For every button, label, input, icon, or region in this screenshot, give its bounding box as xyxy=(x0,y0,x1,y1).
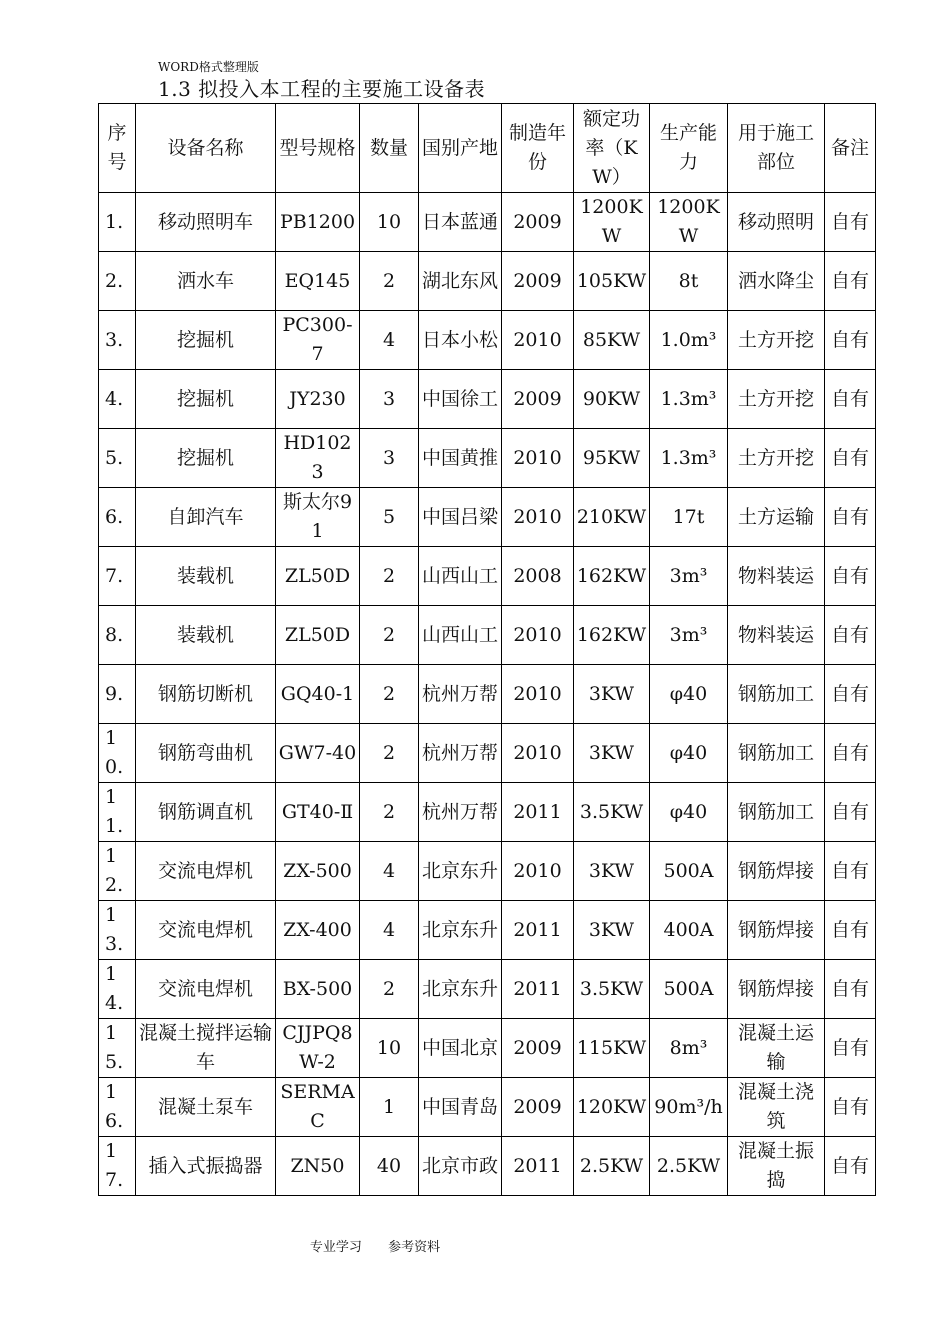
table-row xyxy=(99,252,876,311)
usage-location-cell: 钢筋焊接 xyxy=(728,901,825,960)
remark-cell: 自有 xyxy=(825,193,876,252)
remark-cell: 自有 xyxy=(825,901,876,960)
equipment-name-cell: 钢筋切断机 xyxy=(136,665,276,724)
equipment-name-cell: 装载机 xyxy=(136,606,276,665)
row-index-cell: 14. xyxy=(99,960,136,1019)
remark-cell: 自有 xyxy=(825,370,876,429)
quantity-cell: 2 xyxy=(360,783,419,842)
remark-cell: 自有 xyxy=(825,960,876,1019)
remark-cell: 自有 xyxy=(825,1019,876,1078)
rated-power-cell: 3KW xyxy=(574,901,650,960)
col-header-index: 序号 xyxy=(99,104,136,193)
quantity-cell: 3 xyxy=(360,370,419,429)
rated-power-cell: 95KW xyxy=(574,429,650,488)
manufacture-year-cell: 2010 xyxy=(502,311,574,370)
manufacture-year-cell: 2009 xyxy=(502,370,574,429)
equipment-name-cell: 钢筋弯曲机 xyxy=(136,724,276,783)
rated-power-cell: 85KW xyxy=(574,311,650,370)
capacity-cell: 3m³ xyxy=(650,547,728,606)
document-title: 1.3 拟投入本工程的主要施工设备表 xyxy=(158,77,486,101)
capacity-cell: 8m³ xyxy=(650,1019,728,1078)
quantity-cell: 1 xyxy=(360,1078,419,1137)
table-row xyxy=(99,606,876,665)
manufacture-year-cell: 2011 xyxy=(502,901,574,960)
table-row xyxy=(99,1137,876,1196)
equipment-name-cell: 交流电焊机 xyxy=(136,901,276,960)
model-spec-cell: HD1023 xyxy=(276,429,360,488)
model-spec-cell: 斯太尔91 xyxy=(276,488,360,547)
col-header-model: 型号规格 xyxy=(276,104,360,193)
quantity-cell: 5 xyxy=(360,488,419,547)
quantity-cell: 2 xyxy=(360,547,419,606)
capacity-cell: 17t xyxy=(650,488,728,547)
row-index-cell: 6. xyxy=(99,488,136,547)
manufacture-year-cell: 2010 xyxy=(502,488,574,547)
rated-power-cell: 90KW xyxy=(574,370,650,429)
table-row xyxy=(99,488,876,547)
usage-location-cell: 混凝土运输 xyxy=(728,1019,825,1078)
model-spec-cell: SERMAC xyxy=(276,1078,360,1137)
table-row xyxy=(99,665,876,724)
usage-location-cell: 钢筋焊接 xyxy=(728,960,825,1019)
capacity-cell: 500A xyxy=(650,960,728,1019)
row-index-cell: 10. xyxy=(99,724,136,783)
remark-cell: 自有 xyxy=(825,724,876,783)
table-row xyxy=(99,783,876,842)
table-header xyxy=(99,104,876,193)
col-header-note: 备注 xyxy=(825,104,876,193)
rated-power-cell: 3KW xyxy=(574,842,650,901)
capacity-cell: 400A xyxy=(650,901,728,960)
quantity-cell: 2 xyxy=(360,606,419,665)
usage-location-cell: 钢筋加工 xyxy=(728,783,825,842)
row-index-cell: 5. xyxy=(99,429,136,488)
capacity-cell: 3m³ xyxy=(650,606,728,665)
capacity-cell: 1.3m³ xyxy=(650,429,728,488)
equipment-name-cell: 洒水车 xyxy=(136,252,276,311)
usage-location-cell: 土方运输 xyxy=(728,488,825,547)
usage-location-cell: 土方开挖 xyxy=(728,370,825,429)
row-index-cell: 4. xyxy=(99,370,136,429)
quantity-cell: 10 xyxy=(360,193,419,252)
quantity-cell: 4 xyxy=(360,901,419,960)
quantity-cell: 2 xyxy=(360,252,419,311)
footer-left-text: 专业学习 xyxy=(309,1240,362,1255)
table-body xyxy=(99,193,876,1196)
row-index-cell: 1. xyxy=(99,193,136,252)
model-spec-cell: ZX-500 xyxy=(276,842,360,901)
capacity-cell: φ40 xyxy=(650,665,728,724)
origin-cell: 日本小松 xyxy=(419,311,502,370)
quantity-cell: 10 xyxy=(360,1019,419,1078)
usage-location-cell: 钢筋焊接 xyxy=(728,842,825,901)
origin-cell: 中国青岛 xyxy=(419,1078,502,1137)
footer-right-text: 参考资料 xyxy=(388,1240,441,1255)
usage-location-cell: 钢筋加工 xyxy=(728,724,825,783)
model-spec-cell: ZN50 xyxy=(276,1137,360,1196)
manufacture-year-cell: 2009 xyxy=(502,252,574,311)
capacity-cell: φ40 xyxy=(650,724,728,783)
manufacture-year-cell: 2011 xyxy=(502,960,574,1019)
usage-location-cell: 混凝土浇筑 xyxy=(728,1078,825,1137)
row-index-cell: 11. xyxy=(99,783,136,842)
equipment-name-cell: 移动照明车 xyxy=(136,193,276,252)
usage-location-cell: 土方开挖 xyxy=(728,429,825,488)
usage-location-cell: 钢筋加工 xyxy=(728,665,825,724)
remark-cell: 自有 xyxy=(825,606,876,665)
col-header-qty: 数量 xyxy=(360,104,419,193)
row-index-cell: 2. xyxy=(99,252,136,311)
origin-cell: 山西山工 xyxy=(419,547,502,606)
origin-cell: 中国北京 xyxy=(419,1019,502,1078)
model-spec-cell: ZL50D xyxy=(276,606,360,665)
capacity-cell: 8t xyxy=(650,252,728,311)
origin-cell: 北京东升 xyxy=(419,842,502,901)
usage-location-cell: 物料装运 xyxy=(728,606,825,665)
rated-power-cell: 3.5KW xyxy=(574,960,650,1019)
model-spec-cell: BX-500 xyxy=(276,960,360,1019)
origin-cell: 中国黄推 xyxy=(419,429,502,488)
table-row xyxy=(99,1078,876,1137)
remark-cell: 自有 xyxy=(825,665,876,724)
table-row xyxy=(99,429,876,488)
remark-cell: 自有 xyxy=(825,429,876,488)
remark-cell: 自有 xyxy=(825,1137,876,1196)
row-index-cell: 12. xyxy=(99,842,136,901)
manufacture-year-cell: 2009 xyxy=(502,193,574,252)
capacity-cell: φ40 xyxy=(650,783,728,842)
manufacture-year-cell: 2010 xyxy=(502,606,574,665)
rated-power-cell: 2.5KW xyxy=(574,1137,650,1196)
usage-location-cell: 洒水降尘 xyxy=(728,252,825,311)
manufacture-year-cell: 2010 xyxy=(502,842,574,901)
rated-power-cell: 105KW xyxy=(574,252,650,311)
table-row xyxy=(99,842,876,901)
table-row xyxy=(99,724,876,783)
rated-power-cell: 210KW xyxy=(574,488,650,547)
remark-cell: 自有 xyxy=(825,488,876,547)
remark-cell: 自有 xyxy=(825,842,876,901)
row-index-cell: 16. xyxy=(99,1078,136,1137)
equipment-name-cell: 混凝土搅拌运输车 xyxy=(136,1019,276,1078)
model-spec-cell: GW7-40 xyxy=(276,724,360,783)
equipment-name-cell: 挖掘机 xyxy=(136,370,276,429)
equipment-table xyxy=(98,103,876,1196)
table-row xyxy=(99,960,876,1019)
remark-cell: 自有 xyxy=(825,1078,876,1137)
model-spec-cell: EQ145 xyxy=(276,252,360,311)
table-row xyxy=(99,311,876,370)
equipment-name-cell: 挖掘机 xyxy=(136,311,276,370)
header-note: WORD格式整理版 xyxy=(158,60,259,74)
origin-cell: 北京市政 xyxy=(419,1137,502,1196)
row-index-cell: 17. xyxy=(99,1137,136,1196)
row-index-cell: 9. xyxy=(99,665,136,724)
manufacture-year-cell: 2011 xyxy=(502,783,574,842)
equipment-name-cell: 交流电焊机 xyxy=(136,842,276,901)
quantity-cell: 2 xyxy=(360,960,419,1019)
origin-cell: 杭州万帮 xyxy=(419,783,502,842)
origin-cell: 北京东升 xyxy=(419,960,502,1019)
capacity-cell: 90m³/h xyxy=(650,1078,728,1137)
equipment-name-cell: 挖掘机 xyxy=(136,429,276,488)
manufacture-year-cell: 2009 xyxy=(502,1019,574,1078)
equipment-name-cell: 交流电焊机 xyxy=(136,960,276,1019)
origin-cell: 北京东升 xyxy=(419,901,502,960)
col-header-usage: 用于施工部位 xyxy=(728,104,825,193)
quantity-cell: 3 xyxy=(360,429,419,488)
equipment-name-cell: 自卸汽车 xyxy=(136,488,276,547)
manufacture-year-cell: 2010 xyxy=(502,665,574,724)
capacity-cell: 1.0m³ xyxy=(650,311,728,370)
remark-cell: 自有 xyxy=(825,783,876,842)
rated-power-cell: 3.5KW xyxy=(574,783,650,842)
manufacture-year-cell: 2010 xyxy=(502,429,574,488)
row-index-cell: 7. xyxy=(99,547,136,606)
rated-power-cell: 115KW xyxy=(574,1019,650,1078)
manufacture-year-cell: 2008 xyxy=(502,547,574,606)
rated-power-cell: 3KW xyxy=(574,724,650,783)
equipment-name-cell: 混凝土泵车 xyxy=(136,1078,276,1137)
origin-cell: 杭州万帮 xyxy=(419,724,502,783)
quantity-cell: 40 xyxy=(360,1137,419,1196)
quantity-cell: 2 xyxy=(360,724,419,783)
model-spec-cell: ZL50D xyxy=(276,547,360,606)
origin-cell: 中国吕梁 xyxy=(419,488,502,547)
col-header-origin: 国别产地 xyxy=(419,104,502,193)
usage-location-cell: 土方开挖 xyxy=(728,311,825,370)
col-header-power: 额定功率（KW） xyxy=(574,104,650,193)
remark-cell: 自有 xyxy=(825,311,876,370)
usage-location-cell: 物料装运 xyxy=(728,547,825,606)
rated-power-cell: 162KW xyxy=(574,606,650,665)
table-row xyxy=(99,193,876,252)
equipment-name-cell: 插入式振捣器 xyxy=(136,1137,276,1196)
manufacture-year-cell: 2011 xyxy=(502,1137,574,1196)
origin-cell: 日本蓝通 xyxy=(419,193,502,252)
model-spec-cell: ZX-400 xyxy=(276,901,360,960)
model-spec-cell: PB1200 xyxy=(276,193,360,252)
origin-cell: 中国徐工 xyxy=(419,370,502,429)
capacity-cell: 1200KW xyxy=(650,193,728,252)
capacity-cell: 2.5KW xyxy=(650,1137,728,1196)
usage-location-cell: 混凝土振捣 xyxy=(728,1137,825,1196)
header-row xyxy=(99,104,876,193)
row-index-cell: 3. xyxy=(99,311,136,370)
usage-location-cell: 移动照明 xyxy=(728,193,825,252)
rated-power-cell: 3KW xyxy=(574,665,650,724)
table-row xyxy=(99,1019,876,1078)
remark-cell: 自有 xyxy=(825,252,876,311)
table-row xyxy=(99,901,876,960)
page-footer xyxy=(0,1236,750,1255)
model-spec-cell: JY230 xyxy=(276,370,360,429)
table-row xyxy=(99,547,876,606)
model-spec-cell: CJJPQ8W-2 xyxy=(276,1019,360,1078)
capacity-cell: 500A xyxy=(650,842,728,901)
rated-power-cell: 1200KW xyxy=(574,193,650,252)
quantity-cell: 2 xyxy=(360,665,419,724)
model-spec-cell: PC300-7 xyxy=(276,311,360,370)
rated-power-cell: 120KW xyxy=(574,1078,650,1137)
remark-cell: 自有 xyxy=(825,547,876,606)
row-index-cell: 13. xyxy=(99,901,136,960)
capacity-cell: 1.3m³ xyxy=(650,370,728,429)
equipment-name-cell: 装载机 xyxy=(136,547,276,606)
model-spec-cell: GT40-Ⅱ xyxy=(276,783,360,842)
equipment-name-cell: 钢筋调直机 xyxy=(136,783,276,842)
col-header-name: 设备名称 xyxy=(136,104,276,193)
table-row xyxy=(99,370,876,429)
model-spec-cell: GQ40-1 xyxy=(276,665,360,724)
manufacture-year-cell: 2010 xyxy=(502,724,574,783)
origin-cell: 湖北东风 xyxy=(419,252,502,311)
origin-cell: 杭州万帮 xyxy=(419,665,502,724)
origin-cell: 山西山工 xyxy=(419,606,502,665)
col-header-capacity: 生产能力 xyxy=(650,104,728,193)
col-header-year: 制造年份 xyxy=(502,104,574,193)
row-index-cell: 8. xyxy=(99,606,136,665)
quantity-cell: 4 xyxy=(360,842,419,901)
row-index-cell: 15. xyxy=(99,1019,136,1078)
manufacture-year-cell: 2009 xyxy=(502,1078,574,1137)
quantity-cell: 4 xyxy=(360,311,419,370)
rated-power-cell: 162KW xyxy=(574,547,650,606)
